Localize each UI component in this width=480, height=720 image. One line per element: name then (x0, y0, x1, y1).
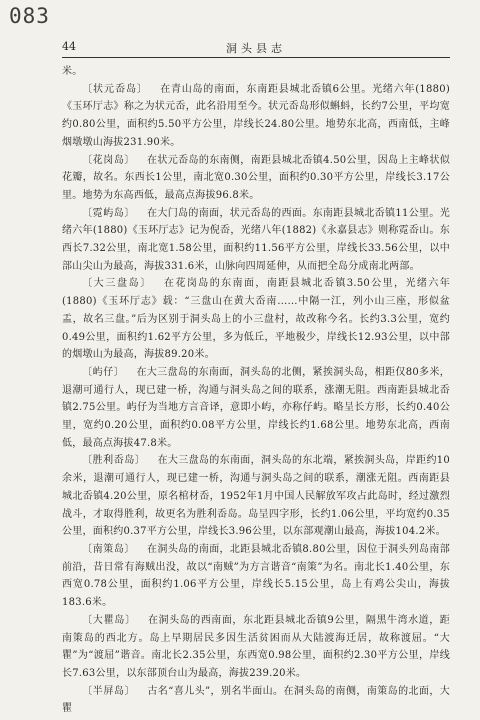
entry-heading: 〔花岗岛〕 (82, 154, 136, 166)
entry-body: 在大门岛的南面，状元岙岛的西面。东南距县城北岙镇11公里。光绪六年(1880)《玉环厅志》记为倪岙，光绪八年(1882)《永嘉县志》则称霓岙山。东西长7.32公里，南北宽1.58公里，面积约11.56平方公里，岸线长33.56公里，以中部山尖山为最高，海拔331.6米，山脉向四周延伸，从而把全岛分成南北两部。 (62, 207, 450, 272)
entry-paragraph (62, 541, 450, 612)
entry-heading: 〔霓屿岛〕 (82, 207, 135, 219)
entry-paragraph (62, 81, 450, 152)
running-title: 洞头县志 (226, 42, 286, 55)
entry-heading: 〔胜利岙岛〕 (82, 455, 146, 467)
entry-heading: 〔状元岙岛〕 (82, 83, 149, 95)
header-rule (62, 57, 450, 58)
entry-body: 在青山岛的南面，东南距县城北岙镇6公里。光绪六年(1880)《玉环厅志》称之为状元岙，此名沿用至今。状元岙岛形似蝌蚪，长约7公里，平均宽约0.80公里，面积约5.50平方公里，岸线长24.80公里。地势东北高，西南低，主峰烟墩墩山海拔231.90米。 (62, 83, 451, 148)
entry-body: 在大三盘岛的东南面，洞头岛的北侧，紧挨洞头岛，相距仅80多米，退潮可通行人，现已建一桥，沟通与洞头岛之间的联系，涨潮无阻。西南距县城北岙镇2.75公里。屿仔为当地方言音译，意即小屿，亦称仔屿。略呈长方形，长约0.40公里，宽约0.20公里，面积约0.08平方公里，岸线长约1.68公里。地势东北高，西南低，最高点海拔47.8米。 (62, 366, 451, 449)
entry-paragraph (62, 205, 450, 276)
entry-paragraph (62, 152, 450, 205)
handwritten-page-number: 083 (9, 4, 50, 28)
page-number: 44 (62, 40, 76, 53)
entry-body: 在花岗岛的东南面，南距县城北岙镇3.50公里，光绪六年(1880)《玉环厅志》载：“三盘山在黄大岙南……中隔一江，列小山三座，形似盆盂，故名三盘。”后为区别于洞头岛上的小三盘村，故改称今名。长约3.3公里，宽约0.49公里，面积约1.62平方公里，多为低丘，平地极少，岸线长12.93公里，以中部的烟墩山为最高，海拔89.20米。 (62, 278, 450, 361)
entry-paragraph (62, 364, 450, 453)
entry-paragraph (62, 612, 450, 683)
entry-heading: 〔南策岛〕 (82, 543, 136, 555)
entry-heading: 〔半屏岛〕 (82, 685, 136, 697)
entry-heading: 〔大三盘岛〕 (82, 278, 153, 290)
entry-paragraph (62, 683, 450, 718)
entry-heading: 〔大瞿岛〕 (82, 614, 136, 626)
entry-body: 古名“喜儿头”，别名半面山。在洞头岛的南侧，南策岛的北面，大瞿 (62, 685, 451, 715)
entry-paragraph (62, 275, 450, 364)
entry-body: 在洞头岛的南面，北距县城北岙镇8.80公里，因位于洞头列岛南部前沿，昔日常有海贼出没，故以“南贼”为方言谐音“南策”为名。南北长1.40公里，东西宽0.78公里，面积约1.06平方公里，岸线长5.15公里，岛上有鸡公尖山，海拔183.6米。 (62, 543, 451, 609)
entry-paragraph (62, 452, 450, 541)
entry-body: 在状元岙岛的东南侧，南距县城北岙镇4.50公里，因岛上主峰状似花瓣，故名。东西长1公里，南北宽0.30公里，面积约0.30平方公里，岸线长3.17公里。地势为东高西低，最高点海拔96.8米。 (62, 154, 451, 201)
body-text (62, 63, 450, 718)
entry-body: 在洞头岛的西南面，东北距县城北岙镇9公里，隔黑牛湾水道，距南策岛的西北方。岛上早期居民多因生活贫困而从大陆渡海迁居，故称渡屈。“大瞿”为“渡屈”谐音。南北长2.35公里，东西宽0.98公里，面积约2.30平方公里，岸线长7.63公里，以东部顶台山为最高，海拔239.20米。 (62, 614, 450, 679)
leading-text: 米。 (62, 66, 83, 77)
entry-body: 在大三盘岛的东南面，洞头岛的东北端，紧挨洞头岛，岸距约10余米，退潮可通行人，现已建一桥，沟通与洞头岛之间的联系，潮涨无阻。西南距县城北岙镇4.20公里，原名棺材岙，1952年1月中国人民解放军攻占此岛时，经过激烈战斗，才取得胜利，故更名为胜利岙岛。岛呈四字形，长约1.06公里，平均宽约0.35公里，面积约0.37平方公里，岸线长3.96公里，以东部观潮山最高，海拔104.2米。 (62, 455, 451, 538)
entry-heading: 〔屿仔〕 (82, 366, 125, 378)
